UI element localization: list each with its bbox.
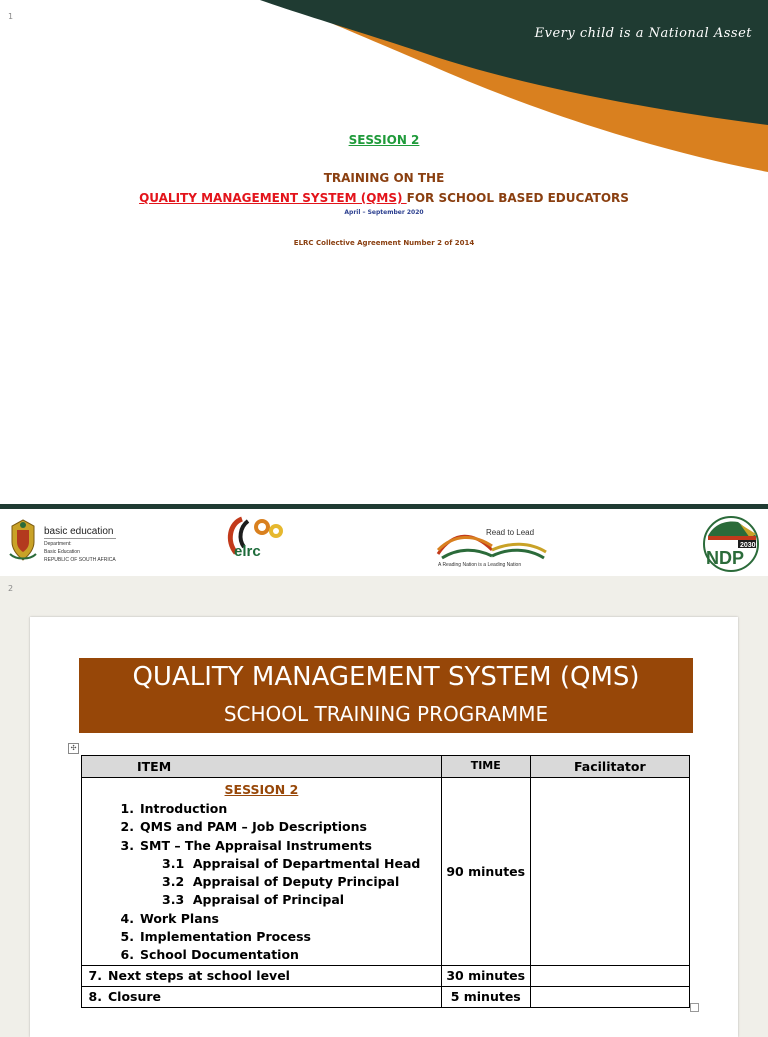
programme-page [30, 617, 738, 1037]
basic-education-title: basic education [44, 526, 116, 539]
session-title: SESSION 2 [348, 133, 420, 147]
basic-education-line-2: Basic Education [44, 549, 80, 555]
read-to-lead-title: Read to Lead [486, 528, 535, 537]
ndp-year: 2030 [740, 542, 756, 549]
closure-time: 5 minutes [441, 986, 530, 1007]
header-item: ITEM [82, 756, 442, 778]
list-item: 5. Implementation Process [120, 929, 311, 945]
closure-item: 8. Closure [82, 986, 442, 1007]
session-facilitator [530, 778, 689, 966]
ndp-logo [700, 516, 762, 572]
training-heading: TRAINING ON THE [323, 171, 445, 185]
list-item: 4. Work Plans [120, 910, 219, 926]
table-move-handle-icon[interactable]: ✣ [68, 743, 79, 754]
banner-subtitle: SCHOOL TRAINING PROGRAMME [223, 702, 549, 726]
table-row [82, 986, 690, 1007]
elrc-logo [222, 513, 292, 569]
programme-banner [79, 658, 693, 733]
table-row [82, 778, 690, 966]
basic-education-line-1: Department: [44, 541, 72, 547]
next-steps-time: 30 minutes [441, 965, 530, 986]
footer-divider [0, 504, 768, 509]
read-to-lead-logo [434, 520, 554, 572]
session-items-cell [82, 778, 442, 966]
agenda-list [82, 800, 441, 965]
ndp-text: NDP [706, 548, 745, 568]
page-number-1: 1 [8, 12, 14, 21]
ndp-emblem-icon [700, 516, 762, 572]
list-item: 3.2 Appraisal of Deputy Principal [162, 874, 400, 890]
dates: April – September 2020 [344, 209, 424, 216]
qms-heading-red: QUALITY MANAGEMENT SYSTEM (QMS) [139, 191, 407, 205]
table-row [82, 965, 690, 986]
tagline: Every child is a National Asset [534, 26, 752, 41]
header-facilitator: Facilitator [530, 756, 689, 778]
list-item: 6. School Documentation [120, 947, 299, 963]
elrc-emblem-icon [222, 513, 292, 569]
open-book-icon [434, 520, 554, 564]
next-steps-item: 7. Next steps at school level [82, 965, 442, 986]
elrc-text: elrc [234, 543, 261, 560]
read-to-lead-subtitle: A Reading Nation is a Leading Nation [438, 562, 522, 568]
header-time: TIME [441, 756, 530, 778]
banner-title: QUALITY MANAGEMENT SYSTEM (QMS) [132, 662, 640, 692]
qms-heading [0, 191, 768, 205]
list-item: 2. QMS and PAM – Job Descriptions [120, 819, 367, 835]
basic-education-logo [6, 516, 136, 564]
closure-facilitator [530, 986, 689, 1007]
basic-education-line-3: REPUBLIC OF SOUTH AFRICA [44, 557, 116, 563]
list-item: 3.1 Appraisal of Departmental Head [162, 855, 421, 871]
list-item: 3.3 Appraisal of Principal [162, 892, 345, 908]
qms-heading-rest: FOR SCHOOL BASED EDUCATORS [406, 191, 629, 205]
table-resize-handle[interactable] [690, 1003, 699, 1012]
session-label: SESSION 2 [224, 782, 299, 797]
agreement-line: ELRC Collective Agreement Number 2 of 2014 [293, 239, 475, 247]
next-steps-facilitator [530, 965, 689, 986]
list-item: 3. SMT – The Appraisal Instruments [120, 837, 372, 853]
session-time: 90 minutes [441, 778, 530, 966]
programme-table [81, 755, 690, 1008]
list-item: 1. Introduction [120, 801, 228, 816]
coat-of-arms-icon [6, 516, 40, 564]
page-number-2: 2 [8, 584, 14, 593]
table-header-row [82, 756, 690, 778]
